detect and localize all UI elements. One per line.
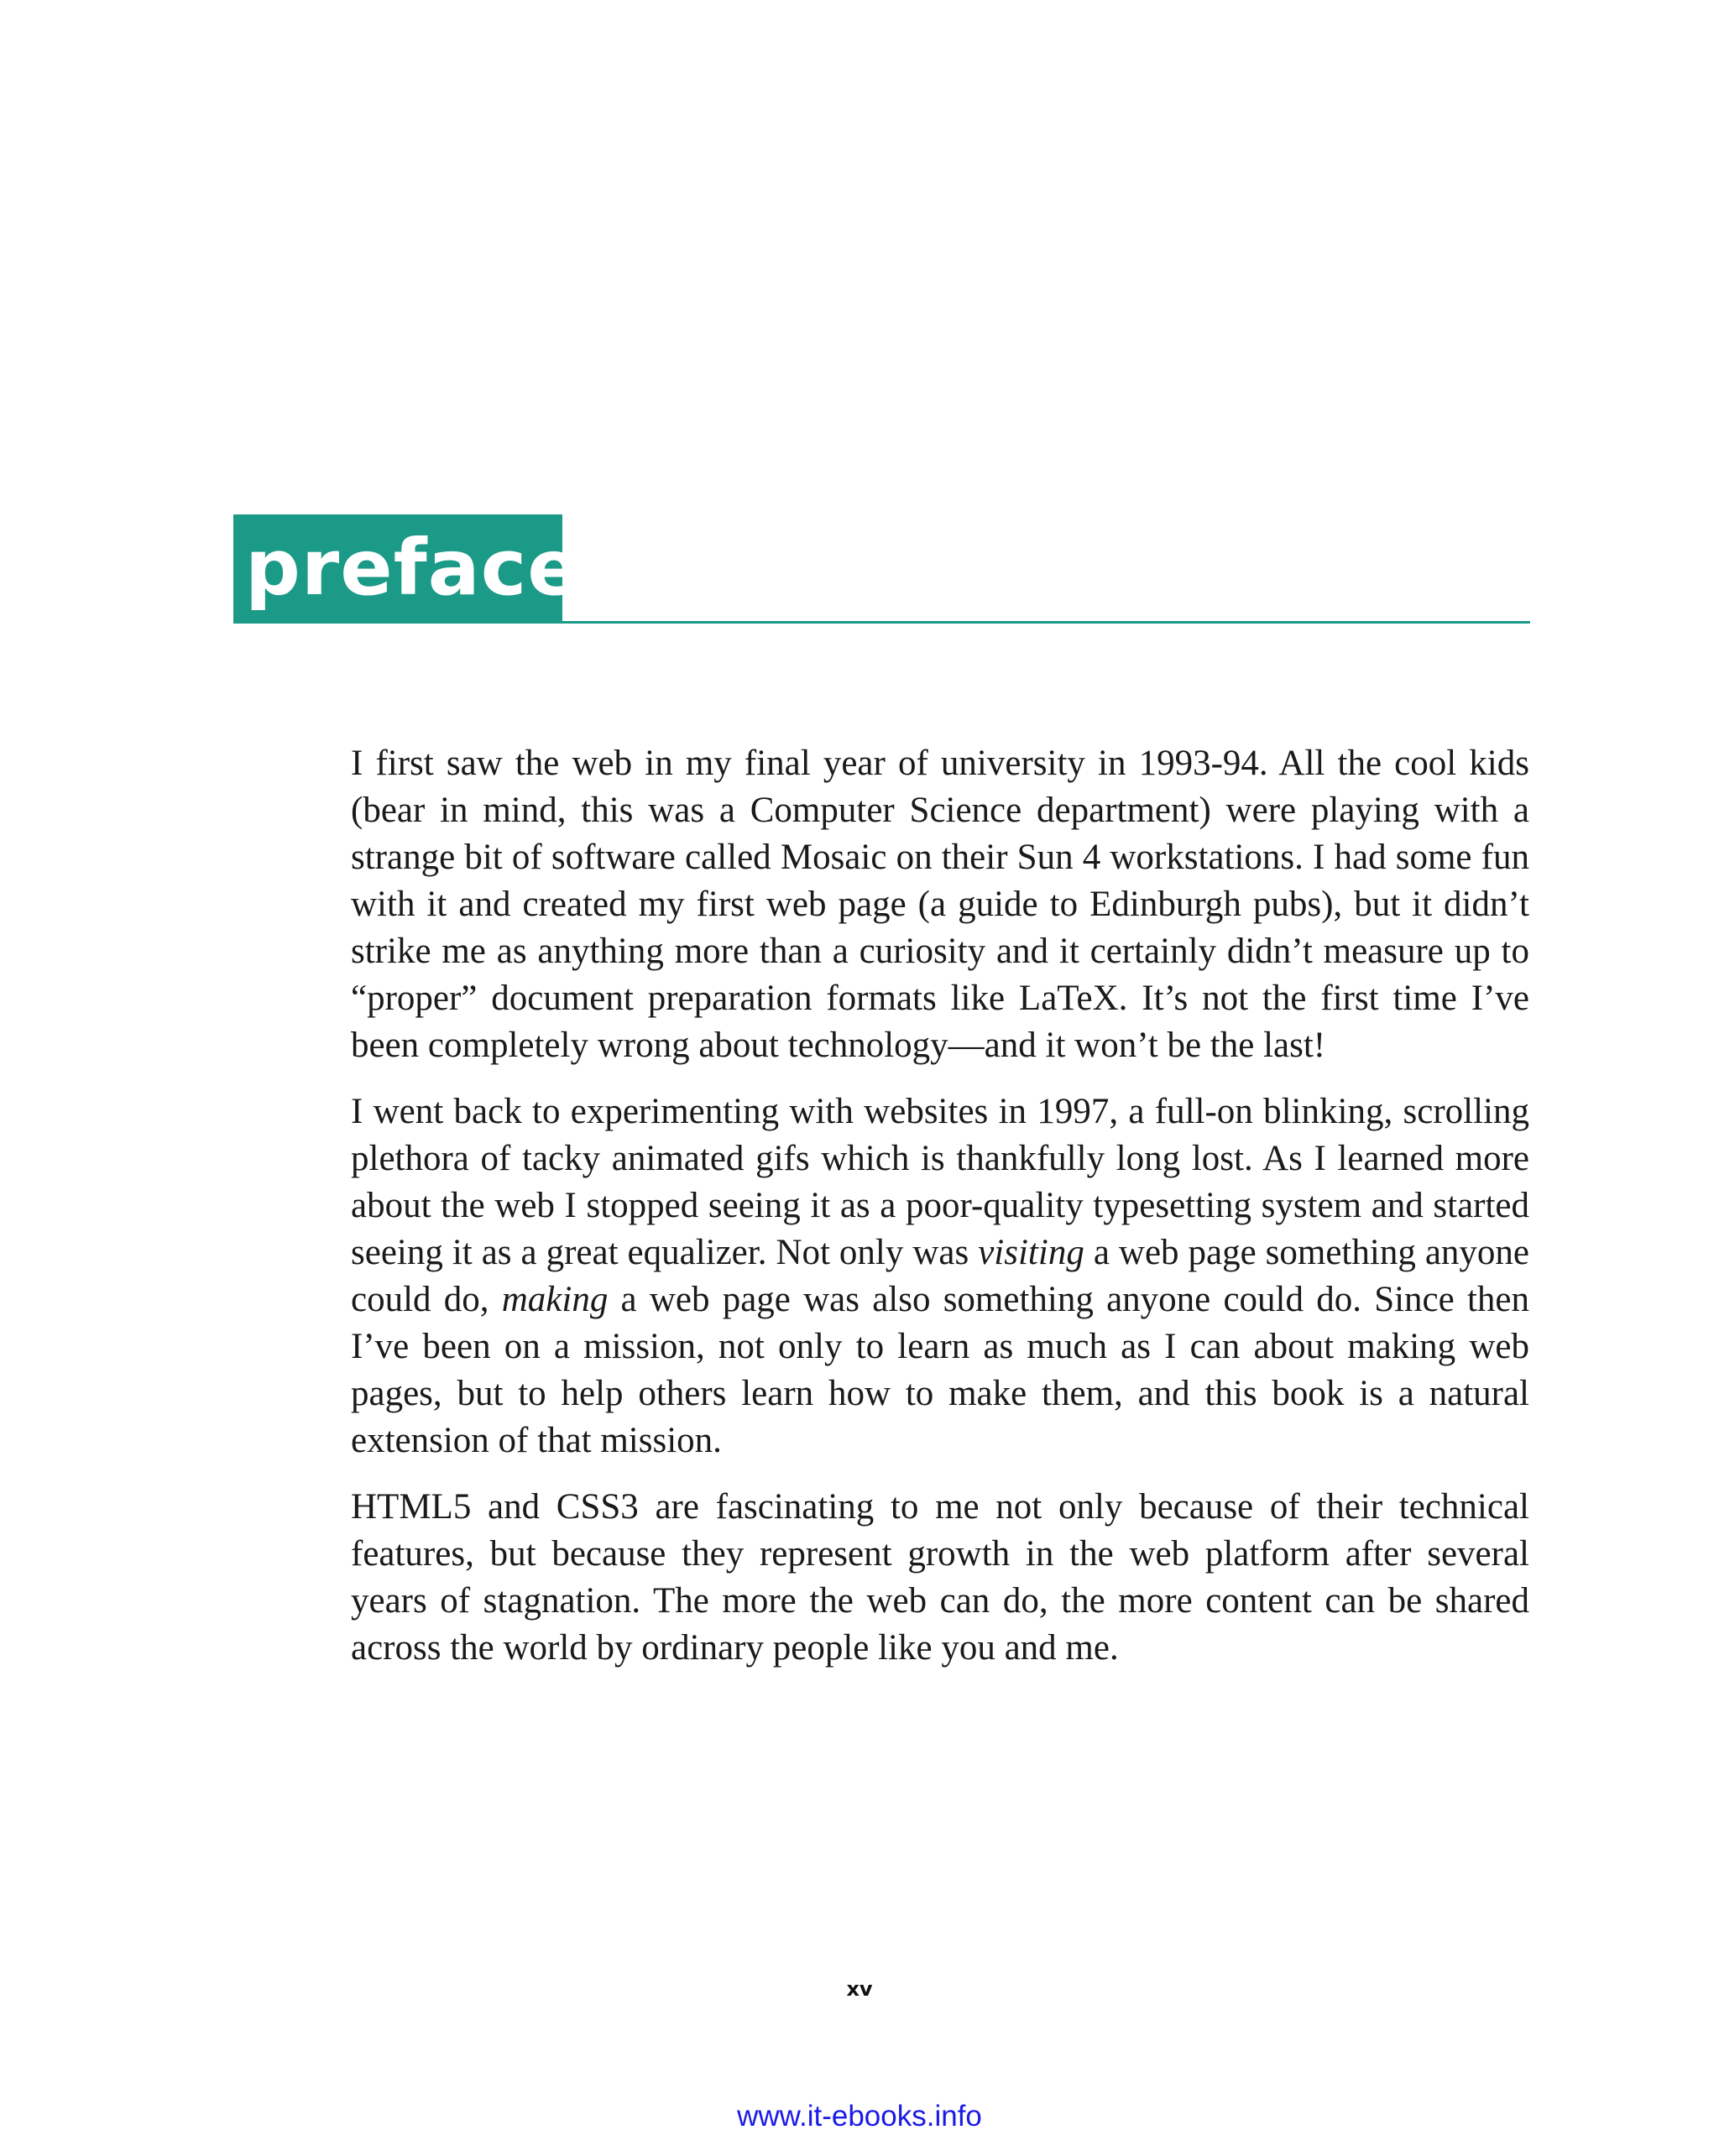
paragraph-2-part-1: I went back to experimenting with websites in 1997, a full-on blinking, scrolling plethora of tacky animated gifs which is thankfully long lost. As I learned more about the web I stopped seeing it as a poor-quality typesetting system and started seeing it as a great equalizer. Not only was bbox=[351, 1092, 1529, 1272]
chapter-title: preface bbox=[245, 523, 581, 613]
chapter-heading bbox=[233, 514, 1530, 624]
paragraph-2-emphasis-visiting: visiting bbox=[978, 1233, 1084, 1272]
page-number: xv bbox=[846, 1977, 873, 2001]
chapter-heading-box bbox=[233, 514, 581, 624]
body-text bbox=[351, 740, 1529, 1691]
paragraph-2-part-3: a web page was also something anyone could do. Since then I’ve been on a mission, not only to learn as much as I can about making web pages, but to help others learn how to make them, and this book is a natural extension of that mission. bbox=[351, 1280, 1529, 1460]
chapter-heading-rule bbox=[562, 621, 1530, 624]
paragraph-3: HTML5 and CSS3 are fascinating to me not only because of their technical features, but because they represent growth in the web platform after several years of stagnation. The more the web can do, the more content can be shared across the world by ordinary people like you and me. bbox=[351, 1487, 1529, 1668]
paragraph-2-part-2: a web page something anyone could do, bbox=[351, 1233, 1529, 1319]
paragraph-1: I first saw the web in my final year of university in 1993-94. All the cool kids (bear in mind, this was a Computer Science department) were playing with a strange bit of software called Mosaic on their Sun 4 workstations. I had some fun with it and created my first web page (a guide to Edinburgh pubs), but it didn’t strike me as anything more than a curiosity and it certainly didn’t measure up to “proper” document preparation formats like LaTeX. It’s not the first time I’ve been completely wrong about technology—and it won’t be the last! bbox=[351, 744, 1529, 1065]
footer-link[interactable]: www.it-ebooks.info bbox=[737, 2100, 982, 2133]
paragraph-2-emphasis-making: making bbox=[501, 1280, 609, 1319]
paragraph-2 bbox=[351, 1088, 1529, 1464]
